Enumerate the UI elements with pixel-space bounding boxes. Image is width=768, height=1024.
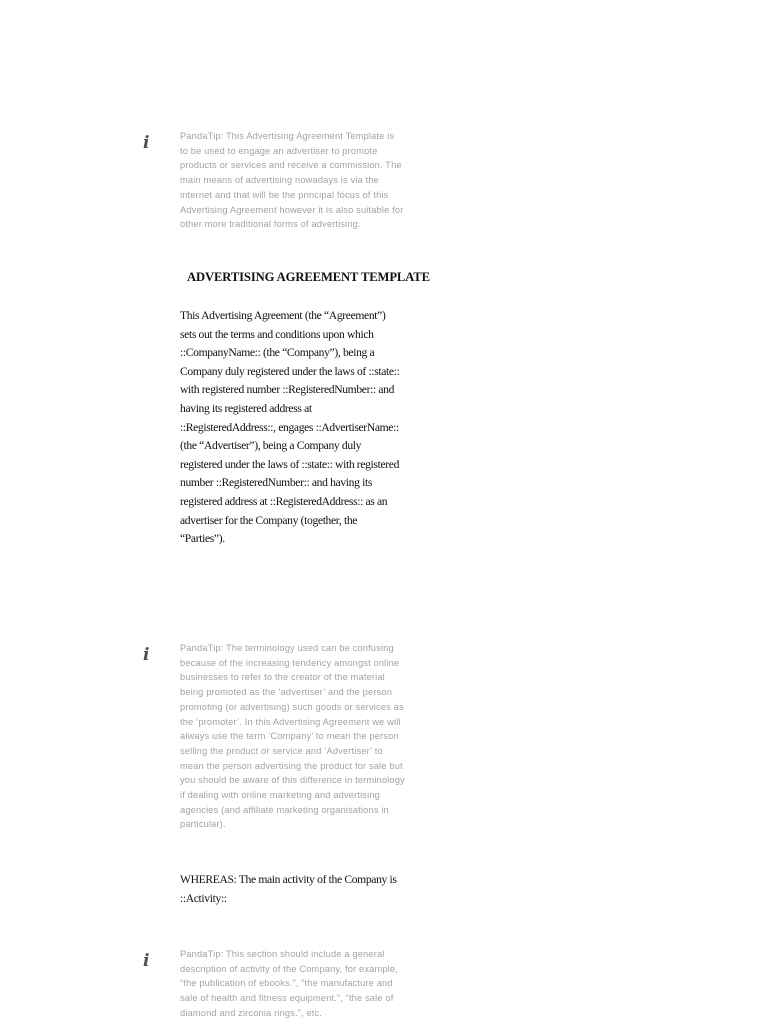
info-icon[interactable]: i	[143, 133, 150, 153]
panda-tip-1: PandaTip: This Advertising Agreement Template is to be used to engage an advertiser to promote products or services and receive a commission. The main means of advertising nowadays is via the internet and that will be the principal focus of this Advertising Agreement however it is also suitable for other more traditional forms of advertising.	[180, 131, 404, 230]
whereas-paragraph: WHEREAS: The main activity of the Company is ::Activity::	[180, 873, 397, 905]
info-icon[interactable]: i	[143, 645, 150, 665]
panda-tip-3: PandaTip: This section should include a general description of activity of the Company, for example, “the publication of ebooks.”, “the manufacture and sale of health and fitness equipment.”, “the sale of diamond and zirconia rings.”, etc.	[180, 949, 398, 1018]
panda-tip-2: PandaTip: The terminology used can be confusing because of the increasing tendency amongst online businesses to refer to the creator of the material being promoted as the ‘advertiser’ and the person promoting (or advertising) such goods or services as the ‘promoter’. In this Advertising Agreement we will always use the term ‘Company’ to mean the person selling the product or service and ‘Advertiser’ to mean the person advertising the product for sale but you should be aware of this difference in terminology if dealing with online marketing and advertising agencies (and affiliate marketing organisations in particular).	[180, 643, 405, 830]
document-title: ADVERTISING AGREEMENT TEMPLATE	[187, 270, 430, 284]
info-icon[interactable]: i	[143, 951, 150, 971]
intro-paragraph: This Advertising Agreement (the “Agreement”) sets out the terms and conditions upon which ::CompanyName:: (the “Company”), being a Company duly registered under the laws of ::state:: with registered number ::RegisteredNumber:: and having its registered address at ::RegisteredAddress::, engages ::AdvertiserName:: (the “Advertiser”), being a Company duly registered under the laws of ::state:: with registered number ::RegisteredNumber:: and having its registered address at ::RegisteredAddress:: as an advertiser for the Company (together, the “Parties”).	[180, 309, 400, 546]
